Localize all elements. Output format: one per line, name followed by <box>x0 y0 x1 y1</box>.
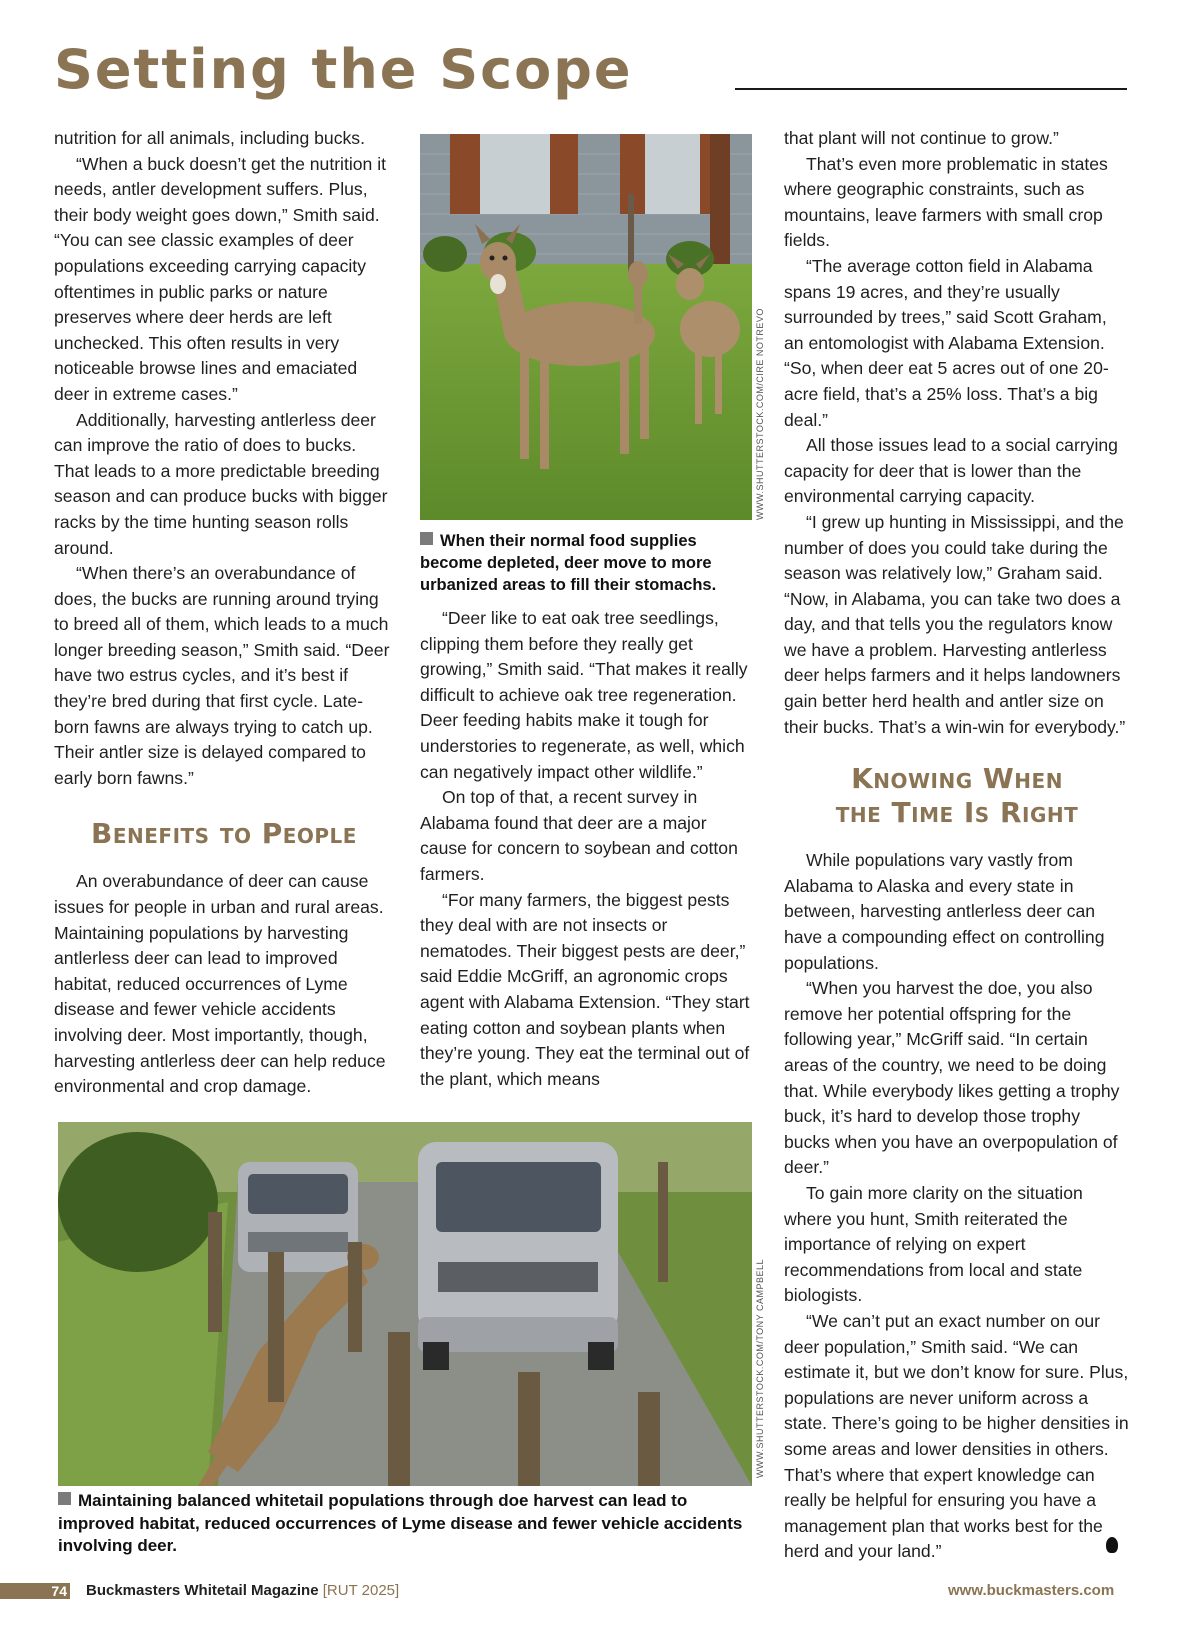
paragraph: “For many farmers, the biggest pests they deal with are not insects or nematodes. Their biggest pests are deer,” said Eddie McGriff, an agronomic crops agent with Alabama Extension. “They start eating cotton and soybean plants when they’re young. They eat the terminal out of the plant, which means <box>420 889 750 1089</box>
section-heading-benefits: Benefits to People <box>91 817 357 851</box>
paragraph: “The average cotton field in Alabama spans 19 acres, and they’re usually surrounded by trees,” said Scott Graham, an entomologist with Alabama Extension. “So, when deer eat 5 acres out of one 20-acre field, that’s a 25% loss. That’s a big deal.” <box>784 255 1109 430</box>
column-1 <box>54 126 394 1100</box>
paragraph: “When a buck doesn’t get the nutrition it needs, antler development suffers. Plus, their body weight goes down,” Smith said. “You can see classic examples of deer populations exceeding carrying capacity oftentimes in public parks or nature preserves where deer herds are left unchecked. This often results in very noticeable browse lines and emaciated deer in extreme cases.” <box>54 153 387 404</box>
paragraph: An overabundance of deer can cause issues for people in urban and rural areas. Maintaining populations by harvesting antlerless deer can lead to improved habitat, reduced occurrences of Lyme disease and fewer vehicle accidents involving deer. Most importantly, though, harvesting antlerless deer can help reduce environmental and crop damage. <box>54 871 386 1097</box>
magazine-name: Buckmasters Whitetail Magazine <box>86 1582 319 1599</box>
issue-label: [RUT 2025] <box>322 1582 400 1599</box>
paragraph: That’s even more problematic in states where geographic constraints, such as mountains, leave farmers with small crop fields. <box>784 153 1108 251</box>
caption-marker-icon <box>58 1492 71 1505</box>
paragraph: “When there’s an overabundance of does, the bucks are running around trying to breed all of them, which leads to a much longer breeding season,” Smith said. “Deer have two estrus cycles, and it’s best if they’re bred during that first cycle. Late-born fawns are always trying to catch up. Their antler size is delayed compared to early born fawns.” <box>54 563 390 788</box>
footer-website: www.buckmasters.com <box>948 1582 1115 1599</box>
column-2 <box>420 606 756 1092</box>
photo-credit: WWW.SHUTTERSTOCK.COM/TONY CAMPBELL <box>755 1258 765 1478</box>
deer-yard-illustration <box>420 134 752 520</box>
page-title: Setting the Scope <box>54 38 633 101</box>
paragraph: “When you harvest the doe, you also remove her potential offspring for the following year,” McGriff said. “In certain areas of the country, we need to be doing that. While everybody likes getting a trophy buck, it’s hard to develop those trophy bucks when you have an overpopulation of deer.” <box>784 978 1120 1178</box>
paragraph: “I grew up hunting in Mississippi, and the number of does you could take during the season was relatively low,” Graham said. “Now, in Alabama, you can take two does a day, and that tells you the regulators know we have a problem. Harvesting antlerless deer helps farmers and it helps landowners gain better herd health and antler size on their bucks. That’s a win-win for everybody.” <box>784 511 1126 737</box>
deer-road-photo <box>58 1122 752 1486</box>
section-heading-knowing-when: Knowing When the Time Is Right <box>835 762 1079 830</box>
paragraph: nutrition for all animals, including bucks. <box>54 128 365 148</box>
paragraph: “Deer like to eat oak tree seedlings, clipping them before they really get growing,” Smith said. “That makes it really difficult to achieve oak tree regeneration. Deer feeding habits make it tough for understories to regenerate, as well, which can negatively impact other wildlife.” <box>420 608 748 782</box>
title-rule <box>735 88 1127 90</box>
page-number: 74 <box>0 1583 70 1599</box>
paragraph: “We can’t put an exact number on our deer population,” Smith said. “We can estimate it, but we don’t know for sure. Plus, populations are never uniform across a state. There’s going to be higher densities in some areas and lower densities in others. That’s where that expert knowledge can really be helpful for ensuring you have a management plan that works best for the herd and your land.” <box>784 1310 1129 1562</box>
caption-marker-icon <box>420 532 433 545</box>
paragraph: On top of that, a recent survey in Alabama found that deer are a major cause for concern to soybean and cotton farmers. <box>420 787 738 884</box>
photo-caption-deer-road: Maintaining balanced whitetail populations through doe harvest can lead to improved habitat, reduced occurrences of Lyme disease and fewer vehicle accidents involving deer. <box>58 1491 743 1555</box>
photo-credit: WWW.SHUTTERSTOCK.COM/CIRE NOTREVO <box>755 308 765 520</box>
deer-yard-photo <box>420 134 752 520</box>
paragraph: All those issues lead to a social carrying capacity for deer that is lower than the environmental carrying capacity. <box>784 435 1118 507</box>
deer-road-illustration <box>58 1122 752 1486</box>
paragraph: While populations vary vastly from Alabama to Alaska and every state in between, harvesting antlerless deer can have a compounding effect on controlling populations. <box>784 850 1105 973</box>
paragraph: that plant will not continue to grow.” <box>784 128 1059 148</box>
paragraph: To gain more clarity on the situation where you hunt, Smith reiterated the importance of relying on expert recommendations from local and state biologists. <box>784 1182 1083 1306</box>
photo-caption-deer-yard: When their normal food supplies become depleted, deer move to more urbanized areas to fill their stomachs. <box>420 532 717 594</box>
column-3 <box>784 126 1130 1565</box>
end-mark-icon <box>1106 1537 1118 1553</box>
paragraph: Additionally, harvesting antlerless deer can improve the ratio of does to bucks. That leads to a more predictable breeding season and can produce bucks with bigger racks by the time hunting season rolls around. <box>54 409 388 558</box>
footer-magazine <box>86 1582 399 1599</box>
